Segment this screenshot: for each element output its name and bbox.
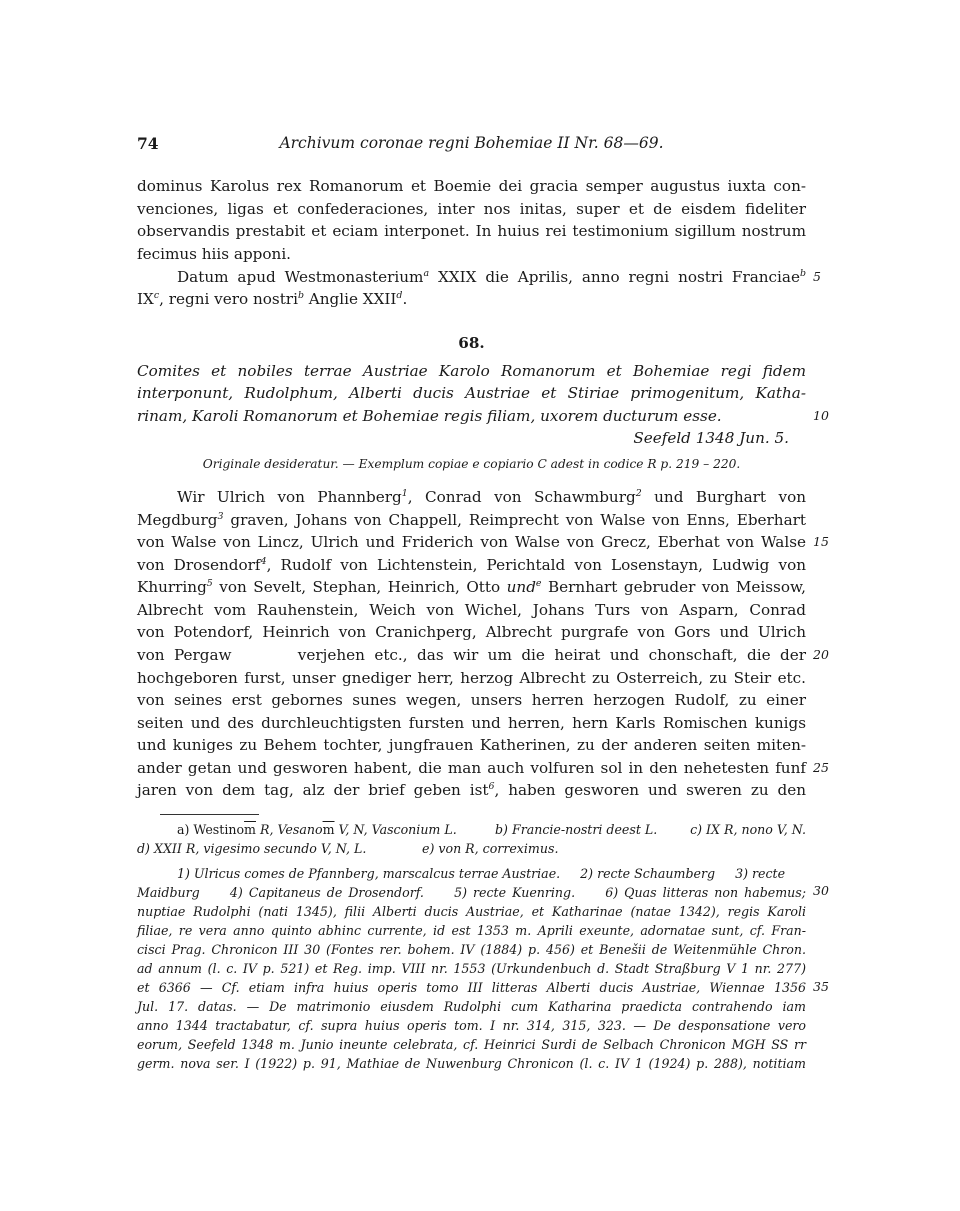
footnote-separator [160, 814, 259, 815]
body-line: Megdburg$^3$ graven, Johans von Chappell, Reimprecht von Walse von Enns, Eberhart [137, 510, 806, 529]
footnote-line: Jul. 17. datas. — De matrimonio eiusdem Rudolphi cum Katharina praedicta contrahendo iam [137, 999, 806, 1014]
body-line: von Pergaw verjehen etc., das wir um die heirat und chonschaft, die der [137, 646, 806, 664]
apparatus-line: d) XXII R, vigesimo secundo V, N, L. e) von R, correximus. [137, 841, 559, 856]
body-line: ander getan und gesworen habent, die man auch volfuren sol in den nehetesten funf [137, 759, 806, 777]
text-line: fecimus hiis apponi. [137, 245, 292, 263]
footnote-line: ad annum (l. c. IV p. 521) et Reg. imp. VIII nr. 1553 (Urkundenbuch d. Stadt Straßburg V 1 nr. 277) [137, 961, 806, 976]
text-line: dominus Karolus rex Romanorum et Boemie dei gracia semper augustus iuxta con- [137, 177, 806, 195]
footnote-line: et 6366 — Cf. etiam infra huius operis tomo III litteras Alberti ducis Austriae, Wiennae 1356 [137, 980, 806, 995]
body-line: von Drosendorf$^4$, Rudolf von Lichtenstein, Perichtald von Losenstayn, Ludwig von [137, 555, 806, 574]
date-place: Seefeld 1348 Jun. 5. [633, 429, 789, 447]
document-number: 68. [458, 334, 485, 352]
line-number: 5 [813, 269, 821, 284]
footnote-line: 1) Ulricus comes de Pfannberg, marscalcus terrae Austriae. 2) recte Schaumberg 3) recte [177, 866, 786, 881]
body-line: von seines erst gebornes sunes wegen, unsers herren herzogen Rudolf, zu einer [137, 691, 806, 709]
footnote-line: Maidburg 4) Capitaneus de Drosendorf. 5) recte Kuenring. 6) Quas litteras non habemus; [137, 885, 806, 900]
body-line: Khurring$^5$ von Sevelt, Stephan, Heinrich, Otto und$^e$ Bernhart gebruder von Meissow, [137, 577, 806, 596]
text-line: venciones, ligas et confederaciones, inter nos initas, super et de eisdem fideliter [137, 200, 806, 218]
line-number: 15 [813, 534, 829, 549]
line-number: 20 [813, 647, 829, 662]
datum-line: $IX^c$, regni vero nostri$^b$ Anglie XXII$^d$. [137, 289, 408, 308]
source-note: Originale desideratur. — Exemplum copiae e copiario C adest in codice R p. 219 – 220. [202, 457, 741, 471]
page-number: 74 [137, 134, 159, 153]
body-line: Albrecht vom Rauhenstein, Weich von Wichel, Johans Turs von Asparn, Conrad [137, 601, 806, 619]
line-number: 30 [813, 883, 829, 898]
running-header [137, 134, 806, 156]
line-number: 25 [813, 760, 829, 775]
body-line: Wir Ulrich von Phannberg$^1$, Conrad von Schawmburg$^2$ und Burghart von [177, 487, 806, 506]
body-line: von Potendorf, Heinrich von Cranichperg, Albrecht purgrafe von Gors und Ulrich [137, 623, 806, 641]
body-line: seiten und des durchleuchtigsten fursten und herren, hern Karls Romischen kunigs [137, 714, 806, 732]
body-line: jaren von dem tag, alz der brief geben ist$^6$, haben gesworen und sweren zu den [137, 780, 806, 799]
running-title: Archivum coronae regni Bohemiae II Nr. 68—69. [279, 134, 664, 152]
regest-line: rinam, Karoli Romanorum et Bohemiae regis filiam, uxorem ducturum esse. [137, 407, 722, 425]
datum-line: Datum apud Westmonasterium$^a$ XXIX die Aprilis, anno regni nostri Franciae$^b$ [177, 267, 806, 286]
body-line: und kuniges zu Behem tochter, jungfrauen Katherinen, zu der anderen seiten miten- [137, 736, 806, 754]
body-line: von Walse von Lincz, Ulrich und Friderich von Walse von Grecz, Eberhat von Walse [137, 533, 806, 551]
footnote-line: eorum, Seefeld 1348 m. Junio ineunte celebrata, cf. Heinrici Surdi de Selbach Chronicon MGH SS rr [137, 1037, 806, 1052]
footnote-line: germ. nova ser. I (1922) p. 91, Mathiae de Nuwenburg Chronicon (l. c. IV 1 (1924) p. 288), notitiam [137, 1056, 806, 1071]
footnote-line: nuptiae Rudolphi (nati 1345), filii Alberti ducis Austriae, et Katharinae (natae 1342), regis Karoli [137, 904, 806, 919]
apparatus-line: a) $Westino\overline{m}$ R, $Vesano\overline{m}$ V, N, Vasconium L. b) Francie-nostri deest L. c) IX R, nono V, N. [177, 822, 806, 837]
regest-line: Comites et nobiles terrae Austriae Karolo Romanorum et Bohemiae regi fidem [137, 362, 806, 380]
footnote-line: cisci Prag. Chronicon III 30 (Fontes rer. bohem. IV (1884) p. 456) et Benešii de Weitenmühle Chron. [137, 942, 806, 957]
text-line: observandis prestabit et eciam interponet. In huius rei testimonium sigillum nostrum [137, 222, 806, 240]
line-number: 10 [813, 408, 829, 423]
body-line: hochgeboren furst, unser gnediger herr, herzog Albrecht zu Osterreich, zu Steir etc. [137, 669, 806, 687]
regest-line: interponunt, Rudolphum, Alberti ducis Austriae et Stiriae primogenitum, Katha- [137, 384, 806, 402]
footnote-line: anno 1344 tractabatur, cf. supra huius operis tom. I nr. 314, 315, 323. — De desponsatione vero [137, 1018, 806, 1033]
line-number: 35 [813, 979, 829, 994]
footnote-line: filiae, re vera anno quinto abhinc currente, id est 1353 m. Aprili exeunte, adornatae sunt, cf. Fran- [137, 923, 806, 938]
